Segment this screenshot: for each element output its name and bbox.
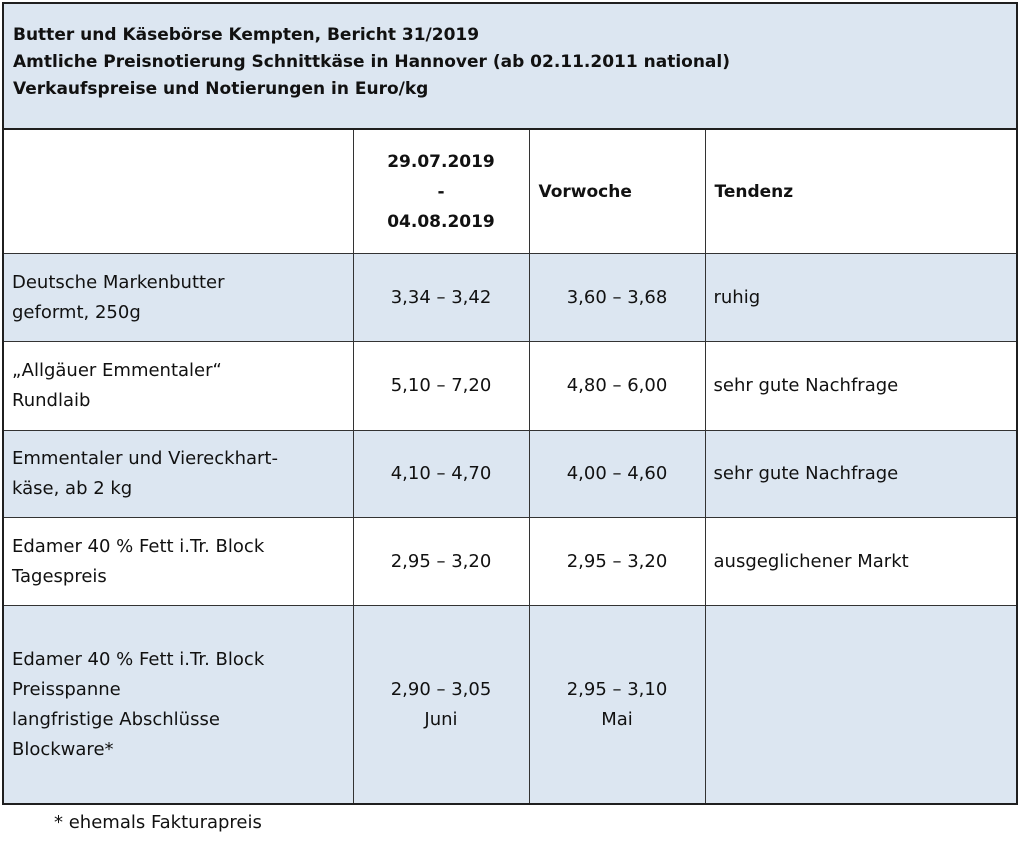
header-current-week [353, 130, 529, 254]
header-date-to: 04.08.2019 [387, 211, 495, 232]
product-label-line: Blockware* [12, 738, 114, 760]
current-price [353, 606, 529, 804]
previous-price: 2,95 – 3,20 [529, 518, 705, 606]
product-label-line: Deutsche Markenbutter [12, 271, 225, 293]
previous-price-range: 2,95 – 3,10 [566, 678, 668, 700]
product-label [4, 254, 353, 342]
report-units: Verkaufspreise und Notierungen in Euro/kg [13, 79, 429, 99]
current-price-range: 2,90 – 3,05 [390, 678, 492, 700]
product-label-line: langfristige Abschlüsse [12, 708, 220, 730]
trend-value: ausgeglichener Markt [705, 518, 1016, 606]
header-previous-week: Vorwoche [529, 130, 705, 254]
product-label-line: „Allgäuer Emmentaler“ [12, 360, 222, 381]
product-label [4, 606, 353, 804]
product-label-line: Edamer 40 % Fett i.Tr. Block [12, 648, 265, 670]
trend-value [705, 606, 1016, 804]
product-label-line: geformt, 250g [12, 301, 141, 323]
current-price: 2,95 – 3,20 [353, 518, 529, 606]
current-price: 5,10 – 7,20 [353, 342, 529, 431]
report-title: Butter und Käsebörse Kempten, Bericht 31/2019 [13, 25, 480, 45]
column-header-row [4, 130, 1016, 254]
table-row [4, 431, 1016, 518]
previous-price: 3,60 – 3,68 [529, 254, 705, 342]
product-label-line: Emmentaler und Viereckhart- [12, 448, 278, 469]
product-label-line: Preisspanne [12, 678, 121, 700]
price-report-table [2, 2, 1018, 805]
current-price: 4,10 – 4,70 [353, 431, 529, 518]
header-empty-cell [4, 130, 353, 254]
previous-price: 4,80 – 6,00 [529, 342, 705, 431]
product-label-line: Rundlaib [12, 390, 91, 411]
trend-value: ruhig [705, 254, 1016, 342]
product-label-line: Edamer 40 % Fett i.Tr. Block [12, 535, 265, 557]
price-table [4, 130, 1016, 803]
current-price-month: Juni [424, 708, 458, 730]
header-trend: Tendenz [705, 130, 1016, 254]
footnote: * ehemals Fakturapreis [54, 812, 262, 833]
table-row [4, 342, 1016, 431]
table-row [4, 518, 1016, 606]
product-label-line: Tagespreis [12, 565, 107, 587]
header-date-from: 29.07.2019 [387, 151, 495, 172]
product-label [4, 342, 353, 431]
current-price: 3,34 – 3,42 [353, 254, 529, 342]
table-row [4, 254, 1016, 342]
trend-value: sehr gute Nachfrage [705, 342, 1016, 431]
previous-price: 4,00 – 4,60 [529, 431, 705, 518]
table-row [4, 606, 1016, 804]
trend-value: sehr gute Nachfrage [705, 431, 1016, 518]
report-header [4, 4, 1016, 130]
product-label-line: käse, ab 2 kg [12, 478, 133, 499]
product-label [4, 518, 353, 606]
previous-price-month: Mai [601, 708, 633, 730]
header-date-separator: - [437, 181, 445, 202]
report-subtitle: Amtliche Preisnotierung Schnittkäse in Hannover (ab 02.11.2011 national) [13, 52, 731, 72]
product-label [4, 431, 353, 518]
previous-price [529, 606, 705, 804]
